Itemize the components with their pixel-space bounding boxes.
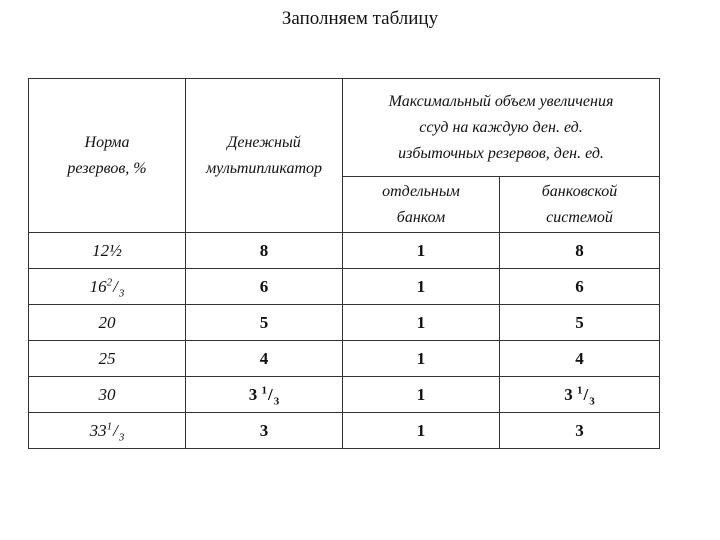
table-row [29, 269, 660, 305]
header-sys-line2: системой [546, 208, 613, 226]
header-norm-line1: Норма [84, 133, 130, 151]
cell-single-bank: 1 [343, 341, 500, 377]
cell-multiplier: 8 [186, 233, 343, 269]
cell-reserve-norm: $16^2/_3$ [29, 269, 186, 305]
header-max-line2: ссуд на каждую ден. ед. [419, 118, 583, 136]
reserve-table [28, 78, 660, 449]
table-row [29, 413, 660, 449]
header-sep-line2: банком [396, 208, 446, 226]
header-mult-line1: Денежный [227, 133, 301, 151]
cell-single-bank: 1 [343, 269, 500, 305]
cell-reserve-norm: 25 [29, 341, 186, 377]
cell-reserve-norm: $33^1/_3$ [29, 413, 186, 449]
page-title: Заполняем таблицу [281, 8, 439, 29]
cell-multiplier: 6 [186, 269, 343, 305]
table-row [29, 341, 660, 377]
cell-single-bank: 1 [343, 305, 500, 341]
cell-single-bank: 1 [343, 233, 500, 269]
cell-reserve-norm: 20 [29, 305, 186, 341]
cell-banking-system: 6 [500, 269, 660, 305]
cell-multiplier: 3 $^1/_3$ [186, 377, 343, 413]
table-row [29, 377, 660, 413]
header-sys-line1: банковской [541, 182, 618, 200]
header-max-loan-increase [343, 79, 660, 177]
table-row [29, 233, 660, 269]
header-norm-line2: резервов, % [67, 159, 147, 177]
header-single-bank [343, 177, 500, 233]
header-reserve-norm [29, 79, 186, 233]
cell-multiplier: 3 [186, 413, 343, 449]
header-banking-system [500, 177, 660, 233]
cell-banking-system: 3 $^1/_3$ [500, 377, 660, 413]
header-sep-line1: отдельным [382, 182, 460, 200]
cell-reserve-norm: 30 [29, 377, 186, 413]
cell-single-bank: 1 [343, 377, 500, 413]
header-mult-line2: мультипликатор [205, 159, 323, 177]
cell-reserve-norm: 12½ [29, 233, 186, 269]
cell-multiplier: 4 [186, 341, 343, 377]
cell-single-bank: 1 [343, 413, 500, 449]
cell-banking-system: 3 [500, 413, 660, 449]
cell-banking-system: 5 [500, 305, 660, 341]
header-row [29, 79, 660, 177]
cell-banking-system: 8 [500, 233, 660, 269]
table-row [29, 305, 660, 341]
header-max-line1: Максимальный объем увеличения [388, 92, 614, 110]
cell-multiplier: 5 [186, 305, 343, 341]
cell-banking-system: 4 [500, 341, 660, 377]
header-money-multiplier [186, 79, 343, 233]
header-max-line3: избыточных резервов, ден. ед. [398, 144, 604, 162]
